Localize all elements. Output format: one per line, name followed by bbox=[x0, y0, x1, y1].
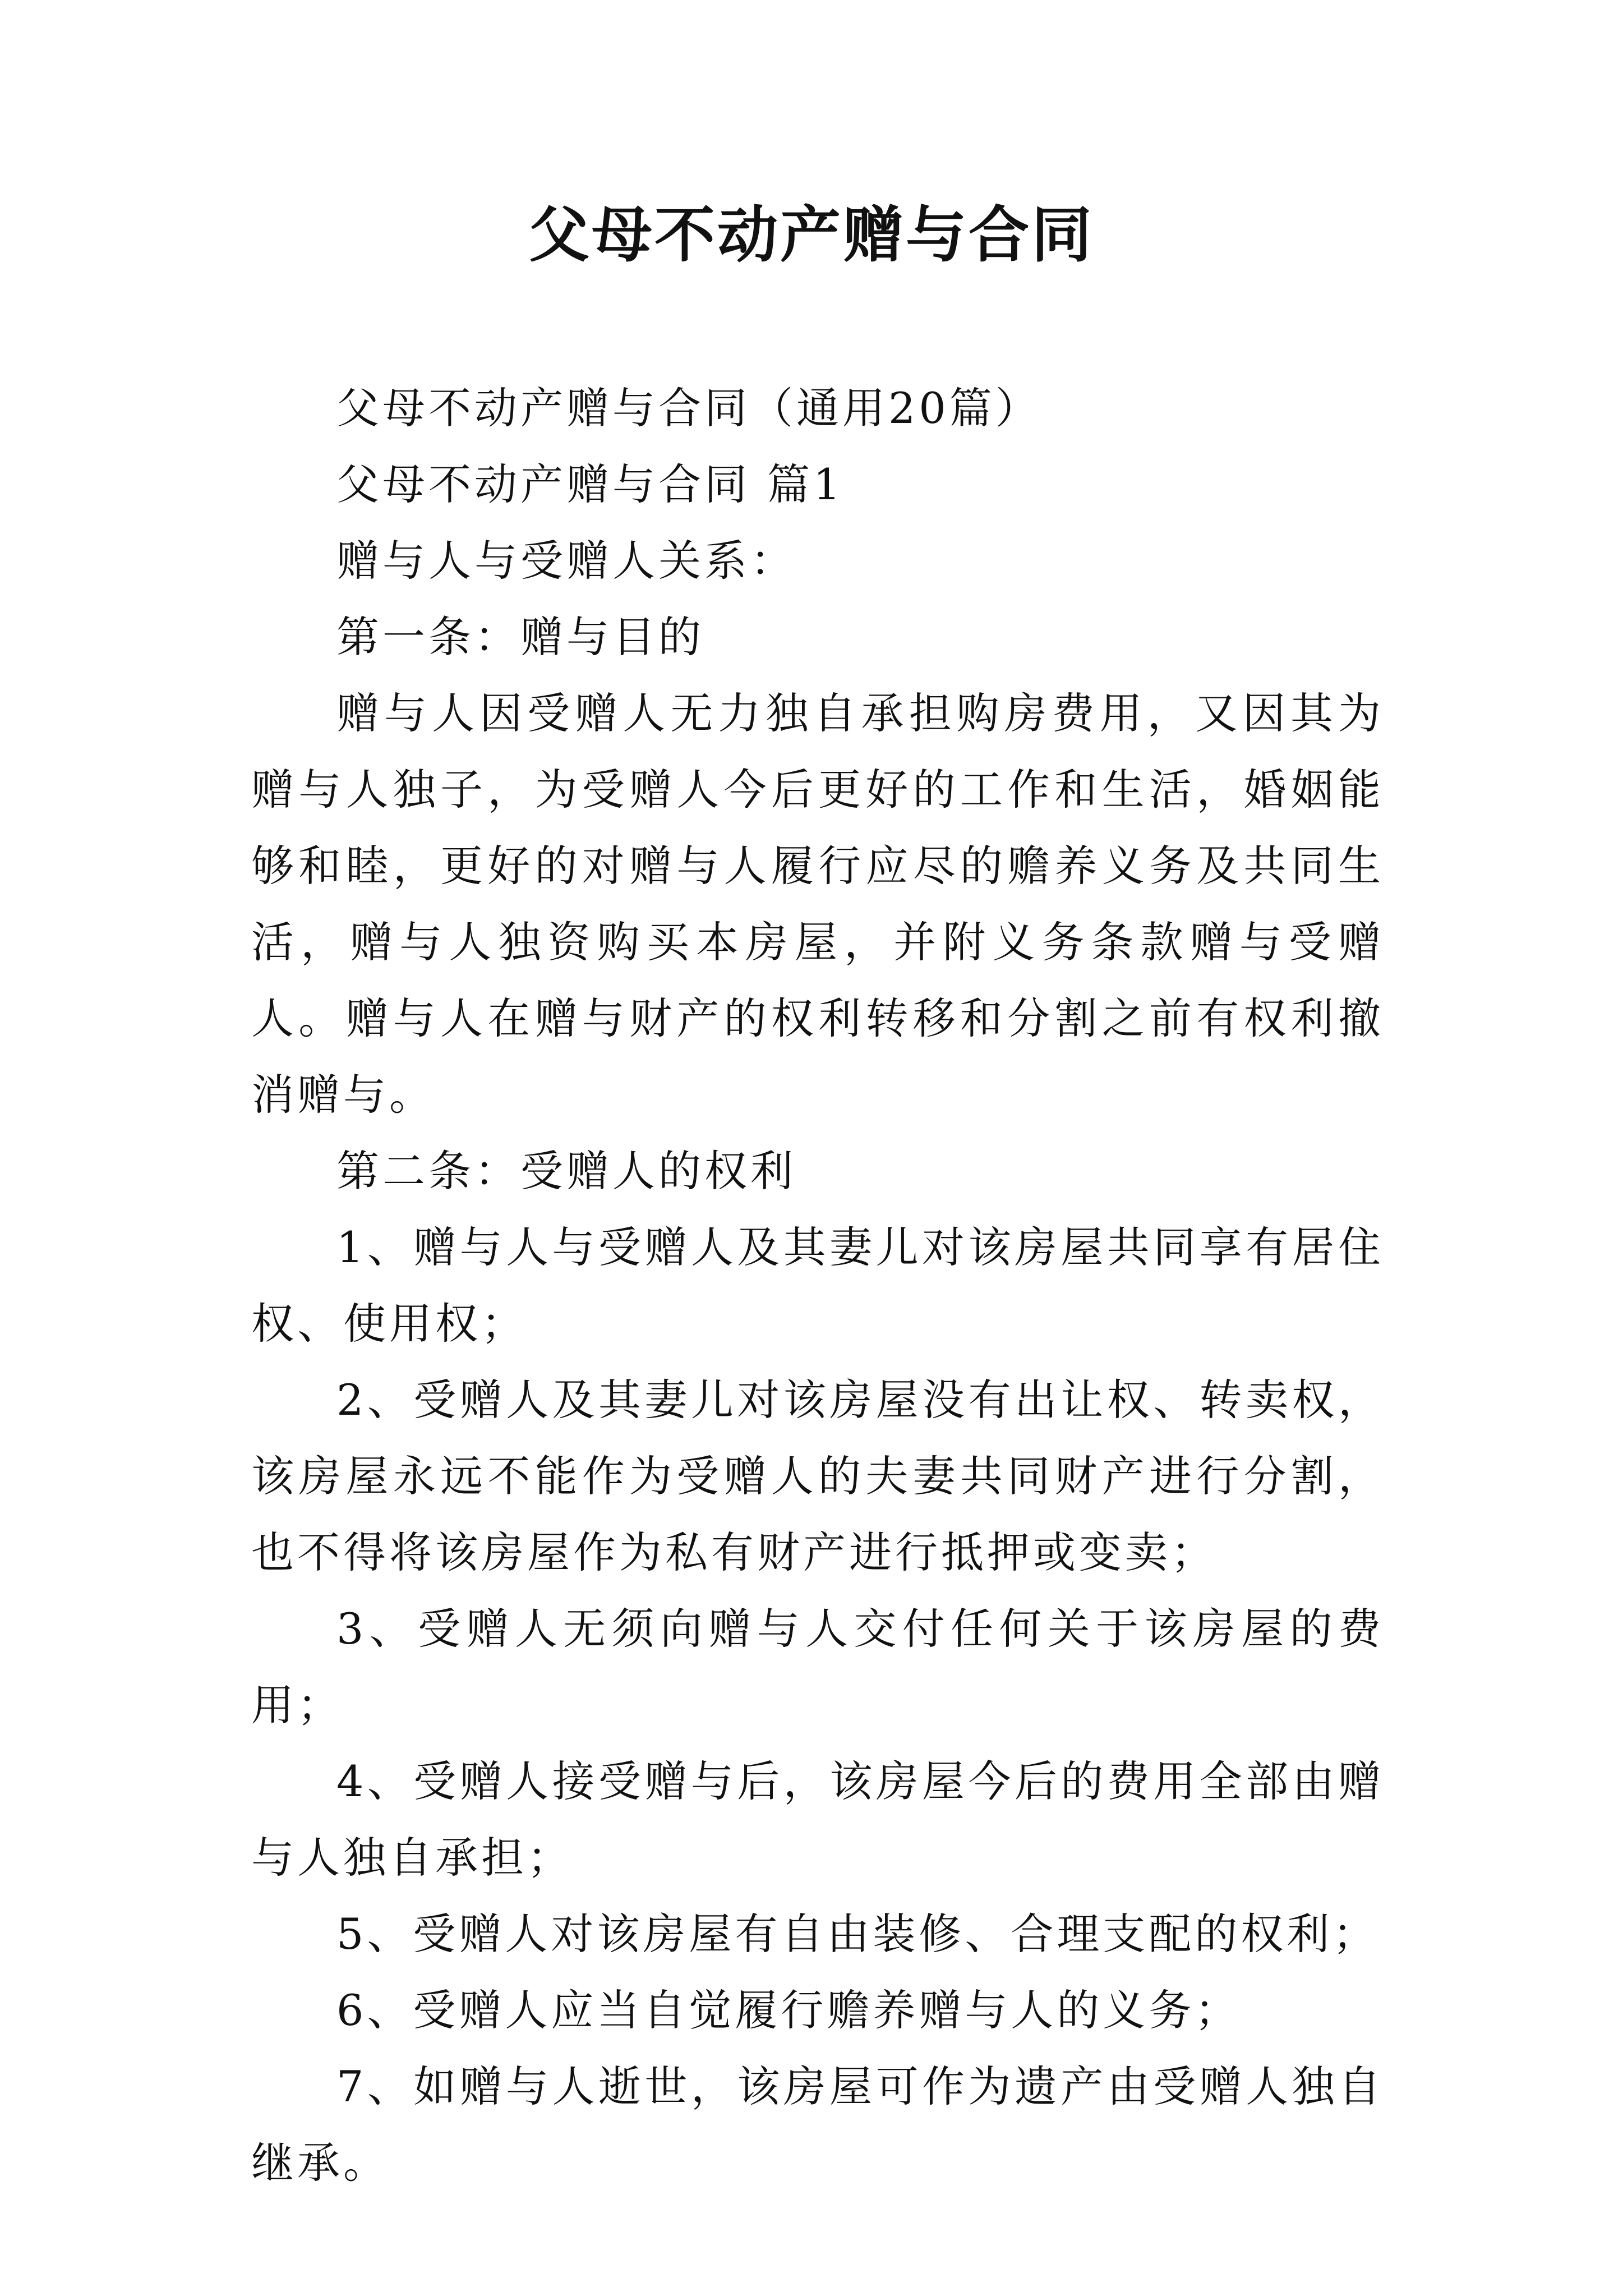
paragraph-item-2: 2、受赠人及其妻儿对该房屋没有出让权、转卖权，该房屋永远不能作为受赠人的夫妻共同财产进行分割，也不得将该房屋作为私有财产进行抵押或变卖； bbox=[251, 1375, 1384, 1577]
paragraph-section-heading: 父母不动产赠与合同 篇1 bbox=[336, 459, 844, 509]
paragraph-item-4: 4、受赠人接受赠与后，该房屋今后的费用全部由赠与人独自承担； bbox=[251, 1756, 1384, 1883]
paragraph-item-1: 1、赠与人与受赠人及其妻儿对该房屋共同享有居住权、使用权； bbox=[251, 1222, 1384, 1349]
paragraph-item-3: 3、受赠人无须向赠与人交付任何关于该房屋的费用； bbox=[251, 1604, 1384, 1730]
paragraph-item-5: 5、受赠人对该房屋有自由装修、合理支配的权利； bbox=[336, 1909, 1379, 1959]
paragraph-item-6: 6、受赠人应当自觉履行赡养赠与人的义务； bbox=[336, 1985, 1241, 2035]
paragraph-item-7: 7、如赠与人逝世，该房屋可作为遗产由受赠人独自继承。 bbox=[251, 2062, 1384, 2188]
document-body bbox=[251, 370, 1384, 2201]
paragraph-article-1-heading: 第一条：赠与目的 bbox=[336, 612, 704, 662]
paragraph-article-2-heading: 第二条：受赠人的权利 bbox=[336, 1146, 796, 1196]
paragraph-article-1-body: 赠与人因受赠人无力独自承担购房费用，又因其为赠与人独子，为受赠人今后更好的工作和生活，婚姻能够和睦，更好的对赠与人履行应尽的赡养义务及共同生活，赠与人独资购买本房屋，并附义务条款赠与受赠人。赠与人在赠与财产的权利转移和分割之前有权利撤消赠与。 bbox=[251, 688, 1384, 1120]
document-title: 父母不动产赠与合同 bbox=[528, 200, 1094, 270]
paragraph-relationship: 赠与人与受赠人关系： bbox=[336, 536, 796, 586]
paragraph-subtitle: 父母不动产赠与合同（通用20篇） bbox=[336, 383, 1041, 433]
